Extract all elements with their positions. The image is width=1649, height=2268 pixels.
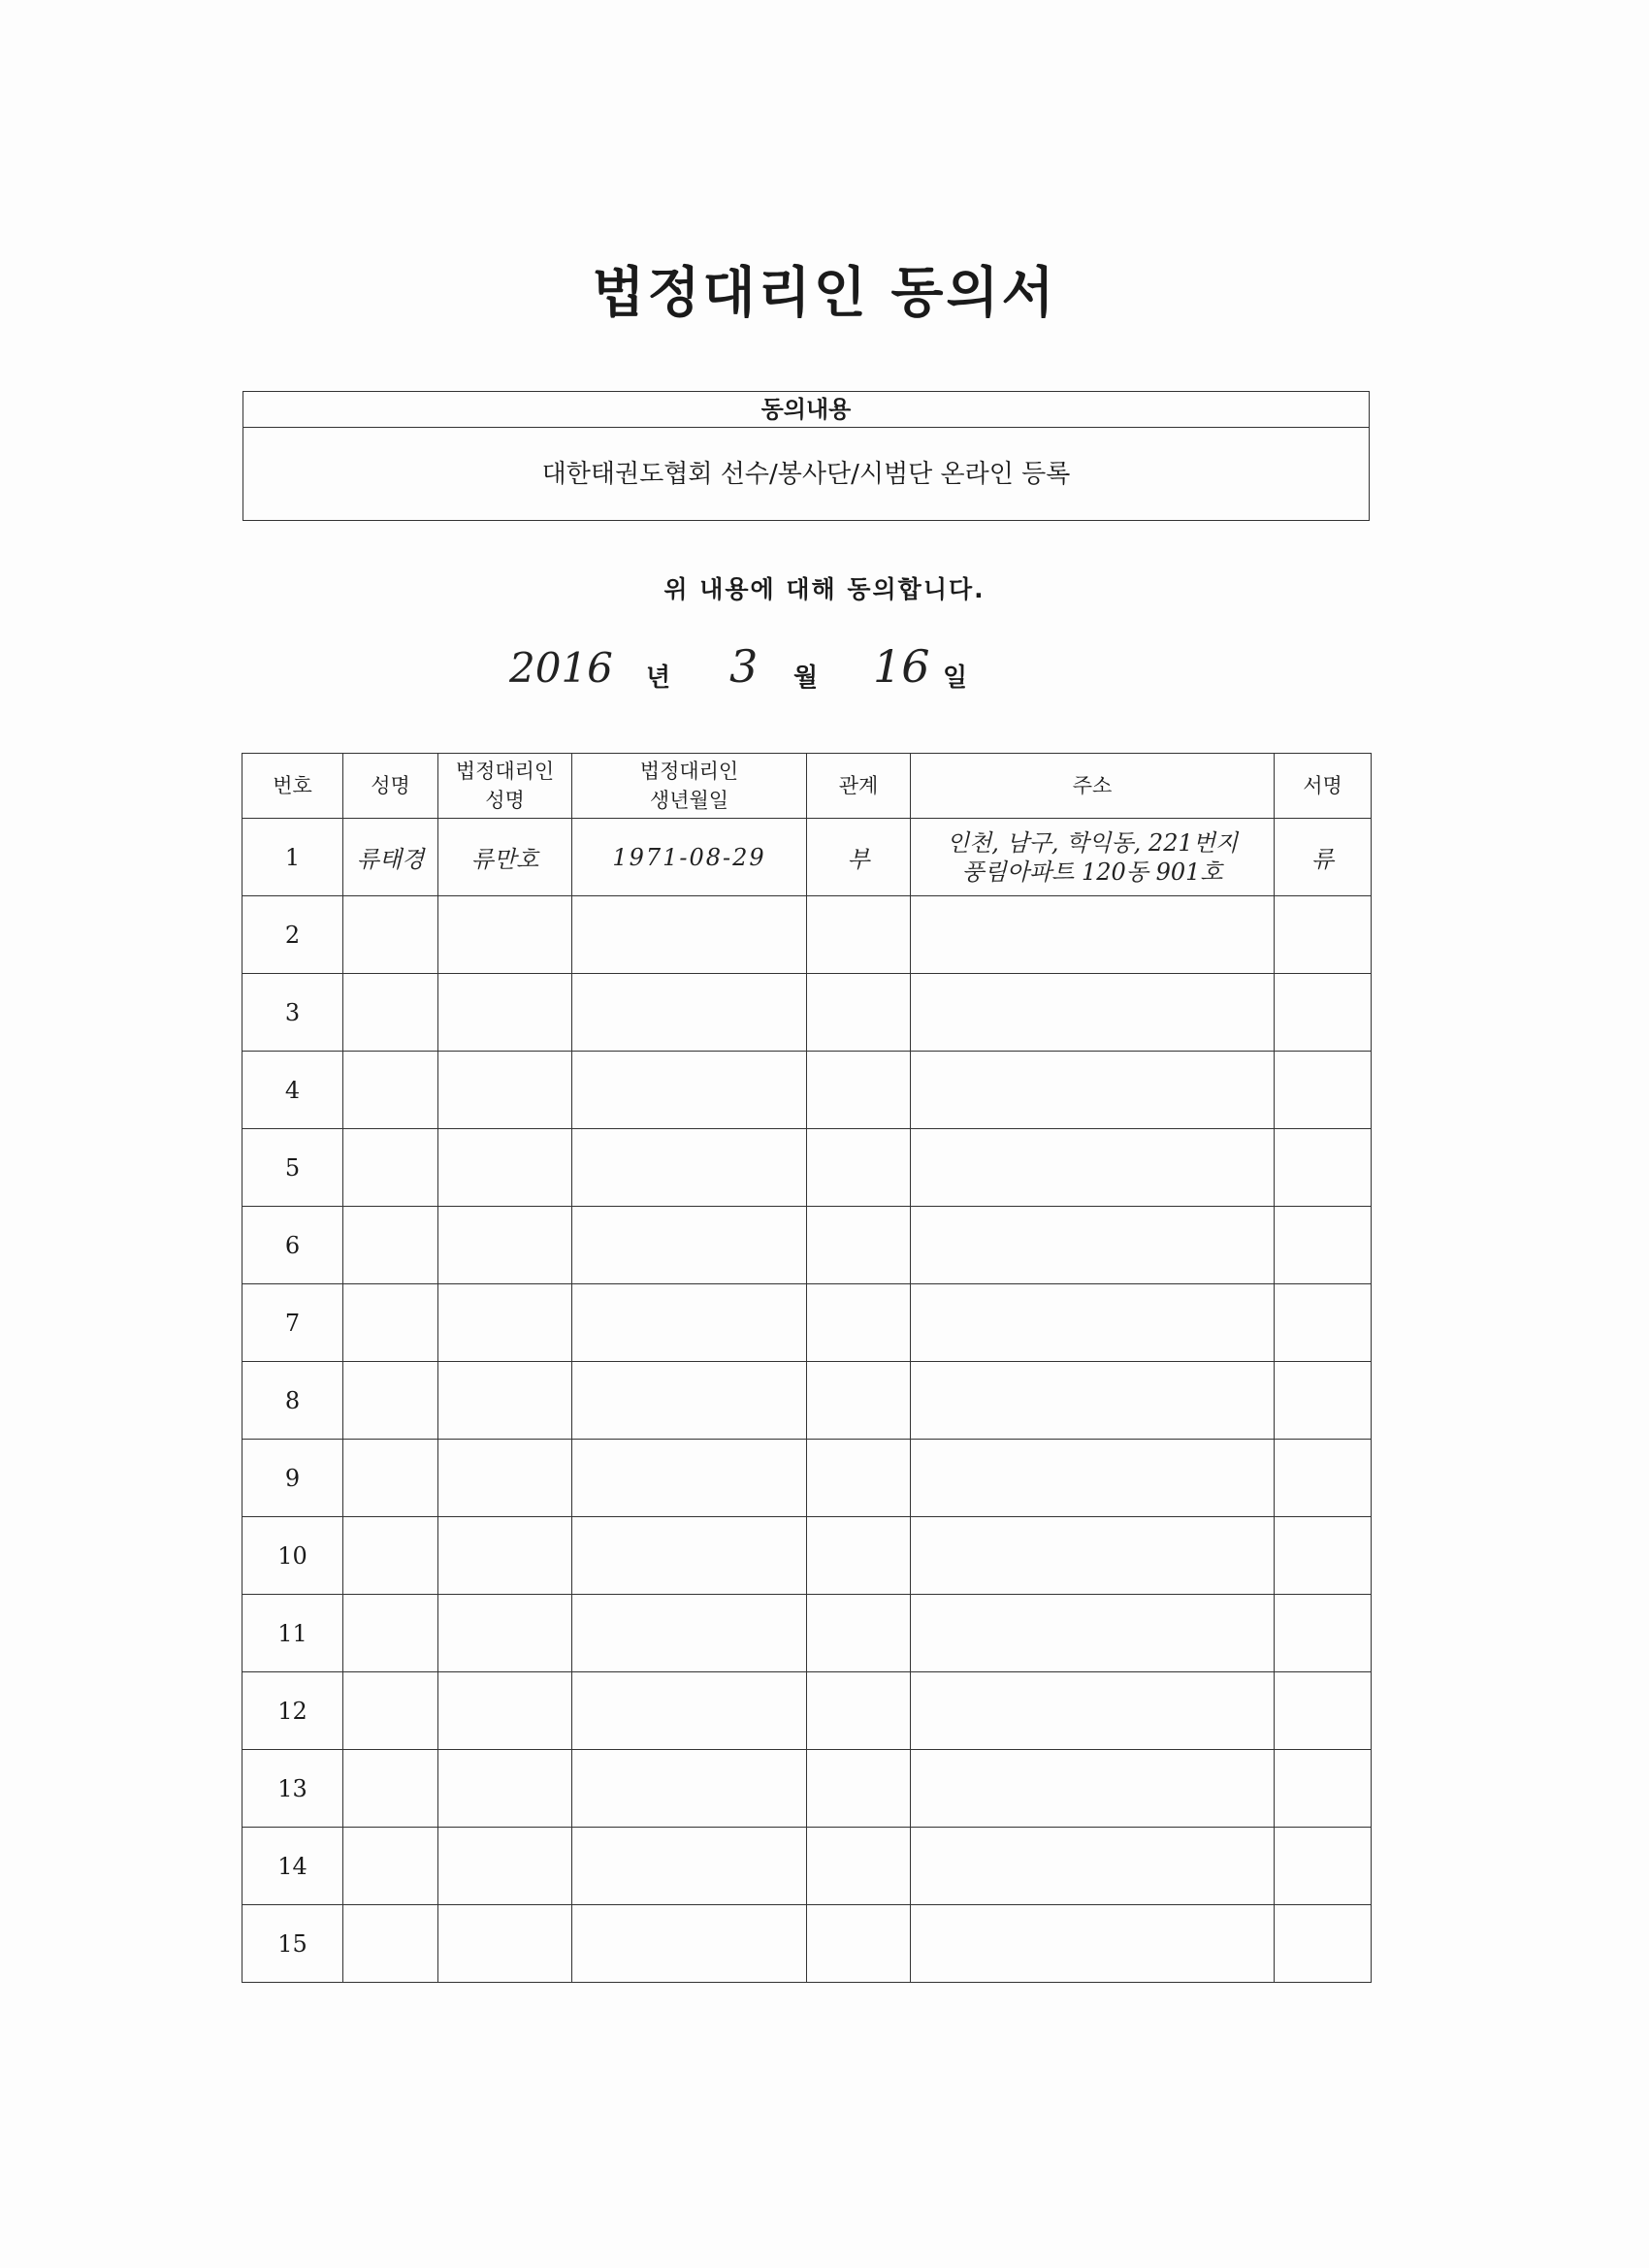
row-number: 14 — [242, 1828, 343, 1905]
table-row — [242, 1284, 1372, 1362]
cell-address — [911, 1672, 1275, 1750]
cell-guardian-birth — [572, 1517, 807, 1595]
cell-signature — [1275, 1905, 1372, 1983]
cell-guardian-birth — [572, 1595, 807, 1672]
cell-guardian-birth — [572, 974, 807, 1052]
cell-name — [343, 1517, 438, 1595]
cell-signature — [1275, 1129, 1372, 1207]
row-number: 4 — [242, 1052, 343, 1129]
address-line-1: 인천, 남구, 학익동, 221번지 — [946, 828, 1239, 857]
consent-content: 대한태권도협회 선수/봉사단/시범단 온라인 등록 — [541, 460, 1071, 489]
row-number: 2 — [242, 896, 343, 974]
cell-relation — [807, 1828, 911, 1905]
cell-guardian-name — [438, 974, 572, 1052]
cell-name — [343, 1440, 438, 1517]
cell-guardian-name — [438, 1052, 572, 1129]
row-number: 6 — [242, 1207, 343, 1284]
cell-guardian-name — [438, 896, 572, 974]
cell-relation — [807, 1284, 911, 1362]
cell-address — [911, 1207, 1275, 1284]
cell-name — [343, 1595, 438, 1672]
row-number: 7 — [242, 1284, 343, 1362]
table-row — [242, 1362, 1372, 1440]
agreement-statement: 위 내용에 대해 동의합니다. — [663, 575, 986, 603]
cell-address — [911, 1595, 1275, 1672]
cell-guardian-name: 류만호 — [438, 819, 572, 896]
cell-signature — [1275, 1517, 1372, 1595]
cell-guardian-birth — [572, 1284, 807, 1362]
cell-name — [343, 1750, 438, 1828]
cell-relation — [807, 1052, 911, 1129]
header-no: 번호 — [242, 754, 343, 819]
cell-name — [343, 896, 438, 974]
header-relation: 관계 — [807, 754, 911, 819]
header-signature: 서명 — [1275, 754, 1372, 819]
cell-relation — [807, 1129, 911, 1207]
table-row — [242, 1828, 1372, 1905]
cell-relation — [807, 1905, 911, 1983]
header-name: 성명 — [343, 754, 438, 819]
consent-box — [242, 391, 1370, 521]
date-day-unit: 일 — [943, 664, 968, 693]
cell-signature — [1275, 896, 1372, 974]
cell-guardian-name — [438, 1517, 572, 1595]
address-line-2: 풍림아파트 120동 901호 — [961, 858, 1223, 886]
cell-guardian-name — [438, 1595, 572, 1672]
date-month-unit: 월 — [793, 664, 819, 693]
cell-signature — [1275, 1207, 1372, 1284]
cell-guardian-name — [438, 1905, 572, 1983]
table-row — [242, 1440, 1372, 1517]
table-row — [242, 1129, 1372, 1207]
cell-name — [343, 1672, 438, 1750]
cell-relation — [807, 974, 911, 1052]
cell-relation — [807, 1595, 911, 1672]
cell-signature — [1275, 1595, 1372, 1672]
cell-guardian-birth — [572, 1207, 807, 1284]
cell-name — [343, 974, 438, 1052]
cell-name — [343, 1207, 438, 1284]
cell-address — [911, 1828, 1275, 1905]
cell-name — [343, 1905, 438, 1983]
date-day: 16 — [873, 640, 930, 693]
cell-signature — [1275, 974, 1372, 1052]
cell-guardian-name — [438, 1750, 572, 1828]
row-number: 15 — [242, 1905, 343, 1983]
cell-name: 류태경 — [343, 819, 438, 896]
cell-guardian-name — [438, 1828, 572, 1905]
header-guardian-name-line2: 성명 — [485, 789, 525, 812]
table-row — [242, 1595, 1372, 1672]
cell-signature — [1275, 1052, 1372, 1129]
cell-name — [343, 1052, 438, 1129]
table-row — [242, 896, 1372, 974]
cell-relation — [807, 1362, 911, 1440]
cell-guardian-name — [438, 1129, 572, 1207]
row-number: 13 — [242, 1750, 343, 1828]
cell-address — [911, 1129, 1275, 1207]
cell-signature — [1275, 1284, 1372, 1362]
cell-guardian-birth — [572, 1052, 807, 1129]
row-number: 5 — [242, 1129, 343, 1207]
cell-relation — [807, 1672, 911, 1750]
cell-guardian-birth — [572, 1362, 807, 1440]
cell-guardian-birth — [572, 1828, 807, 1905]
table-row — [242, 1750, 1372, 1828]
table-row — [242, 819, 1372, 896]
cell-signature: 류 — [1275, 819, 1372, 896]
cell-guardian-name — [438, 1672, 572, 1750]
table-row — [242, 974, 1372, 1052]
table-row — [242, 1517, 1372, 1595]
cell-guardian-birth — [572, 1440, 807, 1517]
cell-name — [343, 1284, 438, 1362]
table-header-row — [242, 754, 1372, 819]
table-row — [242, 1207, 1372, 1284]
date-year-unit: 년 — [646, 664, 671, 693]
header-guardian-birth-line1: 법정대리인 — [639, 760, 739, 783]
cell-relation: 부 — [807, 819, 911, 896]
cell-guardian-name — [438, 1284, 572, 1362]
page-title: 법정대리인 동의서 — [592, 262, 1057, 325]
cell-guardian-name — [438, 1440, 572, 1517]
table-body — [242, 819, 1372, 1983]
consent-heading: 동의내용 — [243, 392, 1369, 428]
cell-address — [911, 1905, 1275, 1983]
cell-guardian-name — [438, 1362, 572, 1440]
cell-relation — [807, 1750, 911, 1828]
cell-signature — [1275, 1750, 1372, 1828]
cell-address — [911, 974, 1275, 1052]
cell-guardian-birth — [572, 896, 807, 974]
header-guardian-birth — [572, 754, 807, 819]
row-number: 9 — [242, 1440, 343, 1517]
row-number: 1 — [242, 819, 343, 896]
cell-relation — [807, 896, 911, 974]
cell-name — [343, 1362, 438, 1440]
cell-signature — [1275, 1828, 1372, 1905]
cell-relation — [807, 1517, 911, 1595]
cell-address — [911, 1440, 1275, 1517]
row-number: 11 — [242, 1595, 343, 1672]
header-guardian-birth-line2: 생년월일 — [649, 789, 729, 812]
table-row — [242, 1672, 1372, 1750]
cell-address — [911, 1284, 1275, 1362]
cell-signature — [1275, 1440, 1372, 1517]
cell-guardian-birth — [572, 1750, 807, 1828]
cell-address — [911, 1750, 1275, 1828]
date-line — [0, 640, 1649, 708]
table-row — [242, 1052, 1372, 1129]
cell-signature — [1275, 1362, 1372, 1440]
guardian-table — [242, 753, 1372, 1983]
cell-guardian-birth — [572, 1672, 807, 1750]
cell-guardian-birth — [572, 1129, 807, 1207]
cell-name — [343, 1828, 438, 1905]
row-number: 8 — [242, 1362, 343, 1440]
date-year: 2016 — [509, 644, 613, 692]
cell-name — [343, 1129, 438, 1207]
cell-address — [911, 1052, 1275, 1129]
cell-relation — [807, 1440, 911, 1517]
row-number: 10 — [242, 1517, 343, 1595]
cell-address — [911, 819, 1275, 896]
header-address: 주소 — [911, 754, 1275, 819]
row-number: 3 — [242, 974, 343, 1052]
cell-address — [911, 1362, 1275, 1440]
cell-address — [911, 896, 1275, 974]
table-row — [242, 1905, 1372, 1983]
cell-guardian-birth — [572, 1905, 807, 1983]
date-month: 3 — [729, 640, 759, 693]
cell-relation — [807, 1207, 911, 1284]
header-guardian-name-line1: 법정대리인 — [455, 760, 555, 783]
cell-signature — [1275, 1672, 1372, 1750]
cell-guardian-name — [438, 1207, 572, 1284]
cell-guardian-birth: 1971-08-29 — [572, 819, 807, 896]
row-number: 12 — [242, 1672, 343, 1750]
cell-address — [911, 1517, 1275, 1595]
header-guardian-name — [438, 754, 572, 819]
